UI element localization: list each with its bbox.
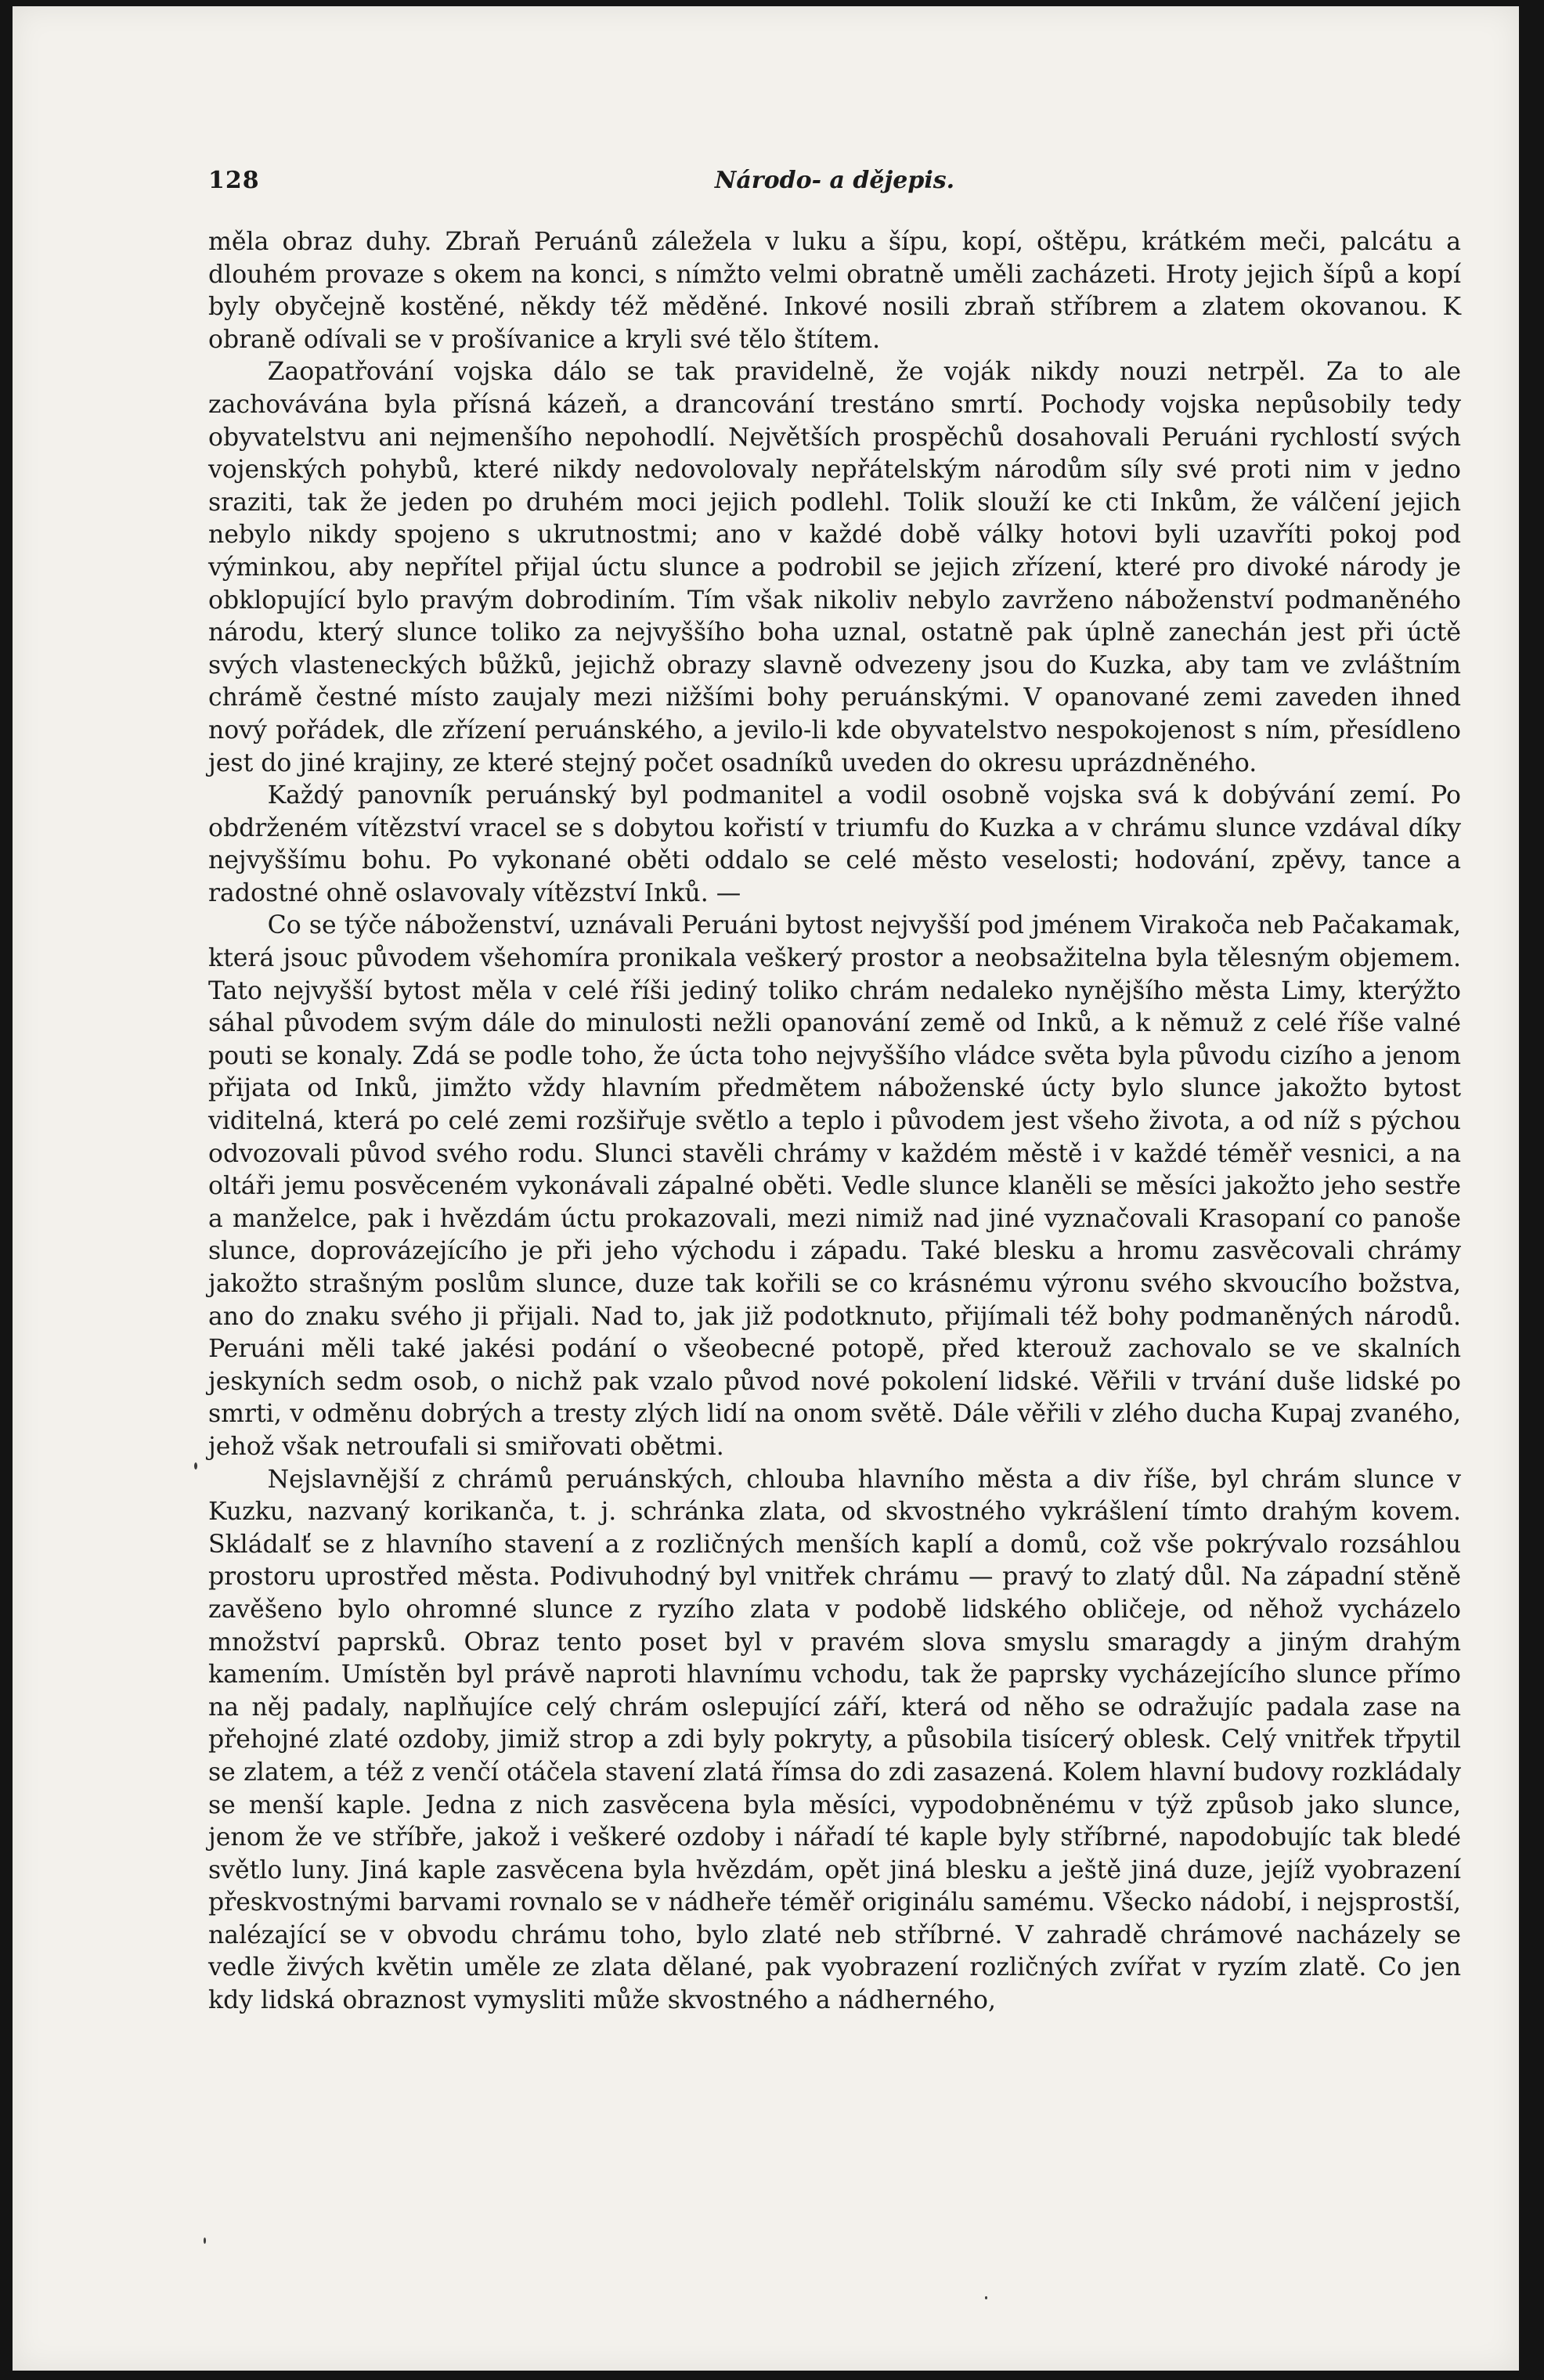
- paragraph-conquest-triumph: Každý panovník peruánský byl podmanitel a vodil osobně vojska svá k dobývání zemí. Po obdrženém vítězství vracel se s dobytou kořistí v triumfu do Kuzka a v chrámu slunce vzdával díky nejvyššímu bohu. Po vykonané oběti oddalo se celé město veselosti; hodování, zpěvy, tance a radostné ohně oslavovaly vítězství Inků. —: [208, 781, 1461, 907]
- paper-speck: [194, 1462, 197, 1469]
- paragraph-sun-temple: Nejslavnější z chrámů peruánských, chlouba hlavního města a div říše, byl chrám slunce v Kuzku, nazvaný korikanča, t. j. schránka zlata, od skvostného vykrášlení tímto drahým kovem. Skládalť se z hlavního stavení a z rozličných menších kaplí a domů, což vše pokrývalo rozsáhlou prostoru uprostřed města. Podivuhodný byl vnitřek chrámu — pravý to zlatý důl. Na západní stěně zavěšeno bylo ohromné slunce z ryzího zlata v podobě lidského obličeje, od něhož vycházelo množství paprsků. Obraz tento poset byl v pravém slova smyslu smaragdy a jiným drahým kamením. Umístěn byl právě naproti hlavnímu vchodu, tak že paprsky vycházejícího slunce přímo na něj padaly, naplňujíce celý chrám oslepující září, která od něho se odražujíc padala zase na přehojné zlaté ozdoby, jimiž strop a zdi byly pokryty, a působila tisícerý oblesk. Celý vnitřek třpytil se zlatem, a též z venčí otáčela stavení zlatá římsa do zdi zasazená. Kolem hlavní budovy rozkládaly se menší kaple. Jedna z nich zasvěcena byla měsíci, vypodobněnému v týž způsob jako slunce, jenom že ve stříbře, jakož i veškeré ozdoby i nářadí té kaple byly stříbrné, napodobujíc tak bledé světlo luny. Jiná kaple zasvěcena byla hvězdám, opět jiná blesku a ještě jiná duze, jejíž vyobrazení přeskvostnými barvami rovnalo se v nádheře téměř originálu samému. Všecko nádobí, i nejsprostší, nalézající se v obvodu chrámu toho, bylo zlaté neb stříbrné. V zahradě chrámové nacházely se vedle živých květin uměle ze zlata dělané, pak vyobrazení rozličných zvířat v ryzím zlatě. Co jen kdy lidská obraznost vymysliti může skvostného a nádherného,: [208, 1465, 1461, 2015]
- paper-speck: [985, 2296, 987, 2299]
- page-number: 128: [208, 167, 260, 194]
- text-block: [208, 159, 1461, 2018]
- running-head: [208, 159, 1461, 206]
- body-text: [208, 226, 1461, 2018]
- paragraph-religion: Co se týče náboženství, uznávali Peruáni bytost nejvyšší pod jménem Virakoča neb Pačakamak, která jsouc původem všehomíra pronikala veškerý prostor a neobsažitelna byla tělesným objemem. Tato nejvyšší bytost měla v celé říši jediný toliko chrám nedaleko nynějšího města Limy, kterýžto sáhal původem svým dále do minulosti nežli opanování země od Inků, a k němuž z celé říše valné pouti se konaly. Zdá se podle toho, že úcta toho nejvyššího vládce světa byla původu cizího a jenom přijata od Inků, jimžto vždy hlavním předmětem náboženské úcty bylo slunce jakožto bytost viditelná, která po celé zemi rozšiřuje světlo a teplo i původem jest všeho života, a od níž s pýchou odvozovali původ svého rodu. Slunci stavěli chrámy v každém městě i v každé téměř vesnici, a na oltáři jemu posvěceném vykonávali zápalné oběti. Vedle slunce klaněli se měsíci jakožto jeho sestře a manželce, pak i hvězdám úctu prokazovali, mezi nimiž nad jiné vyznačovali Krasopaní co panoše slunce, doprovázejícího je při jeho východu i západu. Také blesku a hromu zasvěcovali chrámy jakožto strašným poslům slunce, duze tak kořili se co krásnému výronu svého skvoucího božstva, ano do znaku svého ji přijali. Nad to, jak již podotknuto, přijímali též bohy podmaněných národů. Peruáni měli také jakési podání o všeobecné potopě, před kterouž zachovalo se ve skalních jeskyních sedm osob, o nichž pak vzalo původ nové pokolení lidské. Věřili v trvání duše lidské po smrti, v odměnu dobrých a tresty zlých lidí na onom světě. Dále věřili v zlého ducha Kupaj zvaného, jehož však netroufali si smiřovati obětmi.: [208, 911, 1461, 1461]
- book-page: [13, 6, 1519, 2371]
- running-title: Národo- a dějepis.: [714, 167, 955, 194]
- paragraph-weapons: měla obraz duhy. Zbraň Peruánů záležela v luku a šípu, kopí, oštěpu, krátkém meči, palcátu a dlouhém provaze s okem na konci, s nímžto velmi obratně uměli zacházeti. Hroty jejich šípů a kopí byly obyčejně kostěné, někdy též měděné. Inkové nosili zbraň stříbrem a zlatem okovanou. K obraně odívali se v prošívanice a kryli své tělo štítem.: [208, 228, 1461, 354]
- paper-speck: [204, 2238, 206, 2244]
- paragraph-army-supply: Zaopatřování vojska dálo se tak pravidelně, že voják nikdy nouzi netrpěl. Za to ale zachovávána byla přísná kázeň, a drancování trestáno smrtí. Pochody vojska nepůsobily tedy obyvatelstvu ani nejmenšího nepohodlí. Největších prospěchů dosahovali Peruáni rychlostí svých vojenských pohybů, které nikdy nedovolovaly nepřátelským národům síly své proti nim v jedno sraziti, tak že jeden po druhém moci jejich podlehl. Tolik slouží ke cti Inkům, že válčení jejich nebylo nikdy spojeno s ukrutnostmi; ano v každé době války hotovi byli uzavříti pokoj pod výminkou, aby nepřítel přijal úctu slunce a podrobil se jejich zřízení, které pro divoké národy je obklopující bylo pravým dobrodiním. Tím však nikoliv nebylo zavrženo náboženství podmaněného národu, který slunce toliko za nejvyššího boha uznal, ostatně pak úplně zanechán jest při úctě svých vlasteneckých bůžků, jejichž obrazy slavně odvezeny jsou do Kuzka, aby tam ve zvláštním chrámě čestné místo zaujaly mezi nižšími bohy peruánskými. V opanované zemi zaveden ihned nový pořádek, dle zřízení peruánského, a jevilo-li kde obyvatelstvo nespokojenost s ním, přesídleno jest do jiné krajiny, ze které stejný počet osadníků uveden do okresu uprázdněného.: [208, 358, 1461, 777]
